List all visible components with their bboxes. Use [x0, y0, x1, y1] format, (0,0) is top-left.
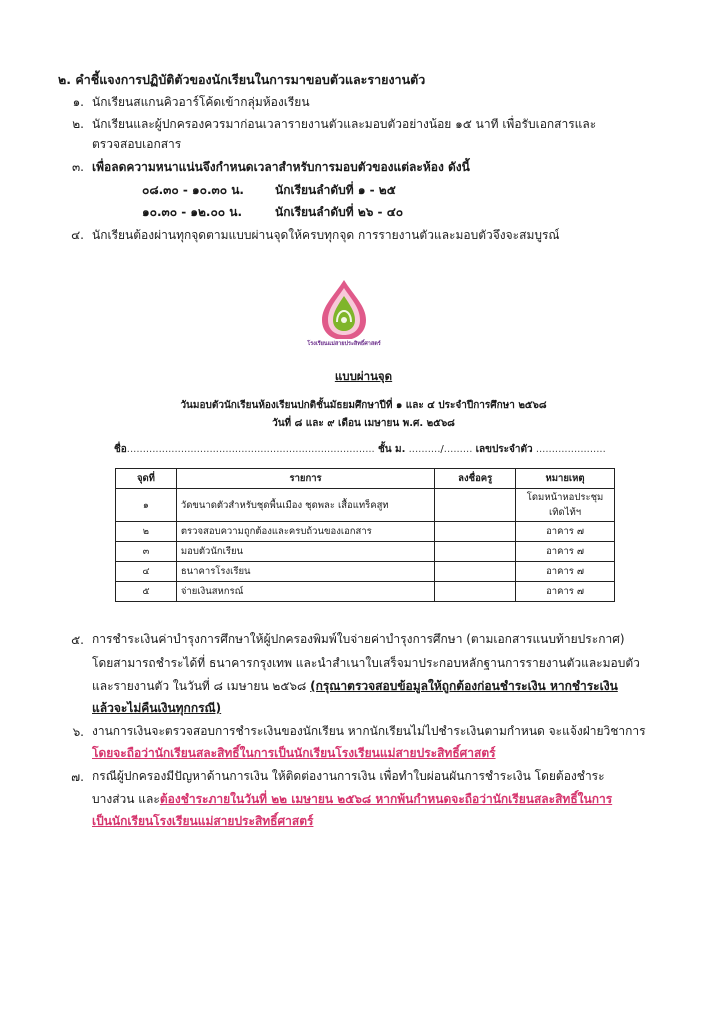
id-blank[interactable]: ...................... [532, 444, 606, 455]
item2-number: ๒. [72, 117, 84, 131]
note6-line1: งานการเงินจะตรวจสอบการชำระเงินของนักเรียน หากนักเรียนไม่ไปชำระเงินตามกำหนด จะแจ้งฝ่ายวิชาการ [92, 724, 646, 738]
note5-line3 [92, 676, 618, 697]
note7-line3: เป็นนักเรียนโรงเรียนแม่สายประสิทธิ์ศาสตร์ [92, 814, 314, 828]
row-sign-cell[interactable] [435, 522, 516, 542]
class-label: ชั้น ม. [377, 444, 406, 455]
student-info-line [114, 442, 606, 457]
table-row [116, 542, 615, 562]
row-note-line2: เทิดไท้ฯ [549, 507, 582, 518]
row-no: ๕ [116, 582, 177, 602]
note6-number: ๖. [72, 725, 84, 739]
note5-line1: การชำระเงินค่าบำรุงการศึกษาให้ผู้ปกครองพิมพ์ใบจ่ายค่าบำรุงการศึกษา (ตามเอกสารแนบท้ายประกาศ) [92, 632, 625, 646]
col-header-sign: ลงชื่อครู [435, 469, 516, 489]
form-title: แบบผ่านจุด [334, 369, 393, 383]
item4-number: ๔. [71, 228, 84, 242]
item1-number: ๑. [72, 95, 84, 109]
form-subtitle-2: วันที่ ๘ และ ๙ เดือน เมษายน พ.ศ. ๒๕๖๘ [272, 418, 455, 429]
col-header-note: หมายเหตุ [516, 469, 615, 489]
row-note: อาคาร ๗ [516, 562, 615, 582]
item3-number: ๓. [71, 160, 84, 174]
note7-line2-plain: บางส่วน และ [92, 792, 160, 806]
class-blank[interactable]: .......... [405, 444, 441, 455]
col-header-no: จุดที่ [116, 469, 177, 489]
row-item: ธนาคารโรงเรียน [176, 562, 434, 582]
item2-text-line2: ตรวจสอบเอกสาร [92, 137, 182, 151]
note5-number: ๕. [71, 633, 84, 647]
note6-line2: โดยจะถือว่านักเรียนสละสิทธิ์ในการเป็นนักเรียนโรงเรียนแม่สายประสิทธิ์ศาสตร์ [92, 746, 496, 760]
table-row [116, 582, 615, 602]
row-note [516, 489, 615, 522]
row-no: ๓ [116, 542, 177, 562]
note7-line2 [92, 789, 612, 810]
schedule-group-2: นักเรียนลำดับที่ ๒๖ - ๔๐ [275, 205, 404, 219]
col-header-item: รายการ [176, 469, 434, 489]
row-no: ๑ [116, 489, 177, 522]
note5-line3-emphasis: (กรุณาตรวจสอบข้อมูลให้ถูกต้องก่อนชำระเงิน หากชำระเงิน [310, 679, 618, 693]
row-no: ๔ [116, 562, 177, 582]
note7-line2-emphasis: ต้องชำระภายในวันที่ ๒๒ เมษายน ๒๕๖๘ หากพ้นกำหนดจะถือว่านักเรียนสละสิทธิ์ในการ [159, 792, 613, 806]
row-sign-cell[interactable] [435, 542, 516, 562]
row-sign-cell[interactable] [435, 562, 516, 582]
row-sign-cell[interactable] [435, 582, 516, 602]
table-row [116, 522, 615, 542]
item2-text-line1: นักเรียนและผู้ปกครองควรมาก่อนเวลารายงานตัวและมอบตัวอย่างน้อย ๑๕ นาที เพื่อรับเอกสารและ [92, 117, 597, 131]
item4-text: นักเรียนต้องผ่านทุกจุดตามแบบผ่านจุดให้ครบทุกจุด การรายงานตัวและมอบตัวจึงจะสมบูรณ์ [92, 228, 560, 242]
note5-line3-plain: และรายงานตัว ในวันที่ ๘ เมษายน ๒๕๖๘ [92, 679, 311, 693]
school-logo [304, 278, 384, 348]
note5-line4: แล้วจะไม่คืนเงินทุกกรณี) [92, 701, 222, 715]
note7-line1: กรณีผู้ปกครองมีปัญหาด้านการเงิน ให้ติดต่องานการเงิน เพื่อทำใบผ่อนผันการชำระเงิน โดยต้องชำระ [92, 769, 605, 783]
room-blank[interactable]: ......... [443, 444, 473, 455]
checkpoint-table [115, 468, 615, 602]
table-row [116, 489, 615, 522]
id-label: เลขประจำตัว [475, 444, 533, 455]
row-note: อาคาร ๗ [516, 582, 615, 602]
row-item: ตรวจสอบความถูกต้องและครบถ้วนของเอกสาร [176, 522, 434, 542]
row-note: อาคาร ๗ [516, 522, 615, 542]
note5-line2: โดยสามารถชำระได้ที่ ธนาคารกรุงเทพ และนำสำเนาใบเสร็จมาประกอบหลักฐานการรายงานตัวและมอบตัว [92, 656, 640, 670]
item1-text: นักเรียนสแกนคิวอาร์โค้ดเข้ากลุ่มห้องเรียน [92, 95, 310, 109]
row-sign-cell[interactable] [435, 489, 516, 522]
item3-text: เพื่อลดความหนาแน่นจึงกำหนดเวลาสำหรับการมอบตัวของแต่ละห้อง ดังนี้ [92, 160, 470, 174]
schedule-group-1: นักเรียนลำดับที่ ๑ - ๒๕ [275, 183, 396, 197]
school-logo-caption: โรงเรียนแม่สายประสิทธิ์ศาสตร์ [307, 341, 381, 347]
class-slash: / [440, 444, 444, 455]
section-heading: ๒. คำชี้แจงการปฏิบัติตัวของนักเรียนในการมาขอบตัวและรายงานตัว [58, 72, 426, 87]
table-row [116, 562, 615, 582]
schedule-time-1: ๐๘.๓๐ - ๑๐.๓๐ น. [142, 183, 244, 197]
row-item: มอบตัวนักเรียน [176, 542, 434, 562]
row-note: อาคาร ๗ [516, 542, 615, 562]
name-blank[interactable]: .............................................................................. [126, 444, 375, 455]
table-header-row [116, 469, 615, 489]
name-label: ชื่อ [114, 444, 127, 455]
note7-number: ๗. [71, 770, 84, 784]
schedule-time-2: ๑๐.๓๐ - ๑๒.๐๐ น. [142, 205, 243, 219]
row-item: จ่ายเงินสหกรณ์ [176, 582, 434, 602]
row-note-line1: โดมหน้าหอประชุม [526, 492, 604, 503]
row-item: วัดขนาดตัวสำหรับชุดพื้นเมือง ชุดพละ เสื้อแทร็คสูท [176, 489, 434, 522]
row-no: ๒ [116, 522, 177, 542]
form-subtitle-1: วันมอบตัวนักเรียนห้องเรียนปกติชั้นมัธยมศึกษาปีที่ ๑ และ ๔ ประจำปีการศึกษา ๒๕๖๘ [180, 400, 547, 411]
